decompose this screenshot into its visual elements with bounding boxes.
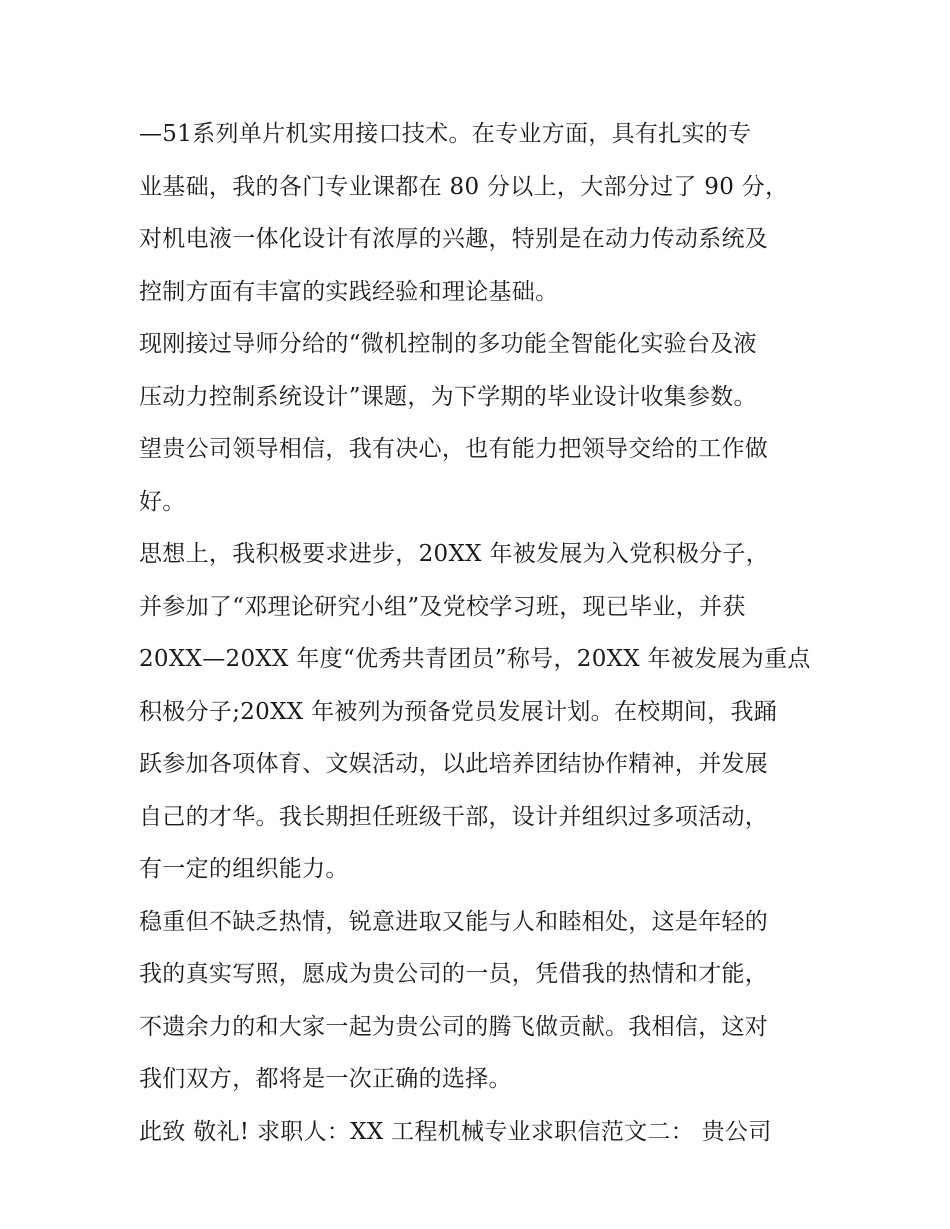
- text-line: 现刚接过导师分给的“微机控制的多功能全智能化实验台及液: [139, 331, 757, 357]
- text-line: 望贵公司领导相信，我有决心，也有能力把领导交给的工作做: [139, 436, 769, 462]
- text-line: 此致 敬礼! 求职人：XX 工程机械专业求职信范文二： 贵公司: [139, 1118, 772, 1145]
- text-line: 自己的才华。我长期担任班级干部，设计并组织过多项活动，: [139, 803, 769, 830]
- text-line: 对机电液一体化设计有浓厚的兴趣，特别是在动力传动系统及: [139, 226, 769, 252]
- text-line: 思想上，我积极要求进步，20XX 年被发展为入党积极分子，: [139, 541, 770, 567]
- text-line: —51系列单片机实用接口技术。在专业方面，具有扎实的专: [139, 121, 752, 147]
- text-line: 稳重但不缺乏热情，锐意进取又能与人和睦相处，这是年轻的: [139, 908, 769, 935]
- text-line: 跃参加各项体育、文娱活动，以此培养团结协作精神，并发展: [139, 751, 769, 777]
- text-line: 我的真实写照，愿成为贵公司的一员，凭借我的热情和才能，: [139, 961, 769, 987]
- document-body: [139, 108, 819, 1158]
- text-line: 业基础，我的各门专业课都在 80 分以上，大部分过了 90 分，: [139, 173, 789, 200]
- text-line: 不遗余力的和大家一起为贵公司的腾飞做贡献。我相信，这对: [139, 1013, 769, 1040]
- text-line: 我们双方，都将是一次正确的选择。: [139, 1066, 512, 1092]
- text-line: 并参加了“邓理论研究小组”及党校学习班，现已毕业，并获: [139, 593, 746, 620]
- text-line: 控制方面有丰富的实践经验和理论基础。: [139, 278, 559, 305]
- text-line: 有一定的组织能力。: [139, 856, 349, 882]
- text-line: 积极分子;20XX 年被列为预备党员发展计划。在校期间，我踊: [139, 698, 778, 725]
- text-line: 20XX—20XX 年度“优秀共青团员”称号，20XX 年被发展为重点: [139, 646, 811, 672]
- text-line: 压动力控制系统设计”课题，为下学期的毕业设计收集参数。: [139, 383, 757, 410]
- text-line: 好。: [139, 488, 186, 515]
